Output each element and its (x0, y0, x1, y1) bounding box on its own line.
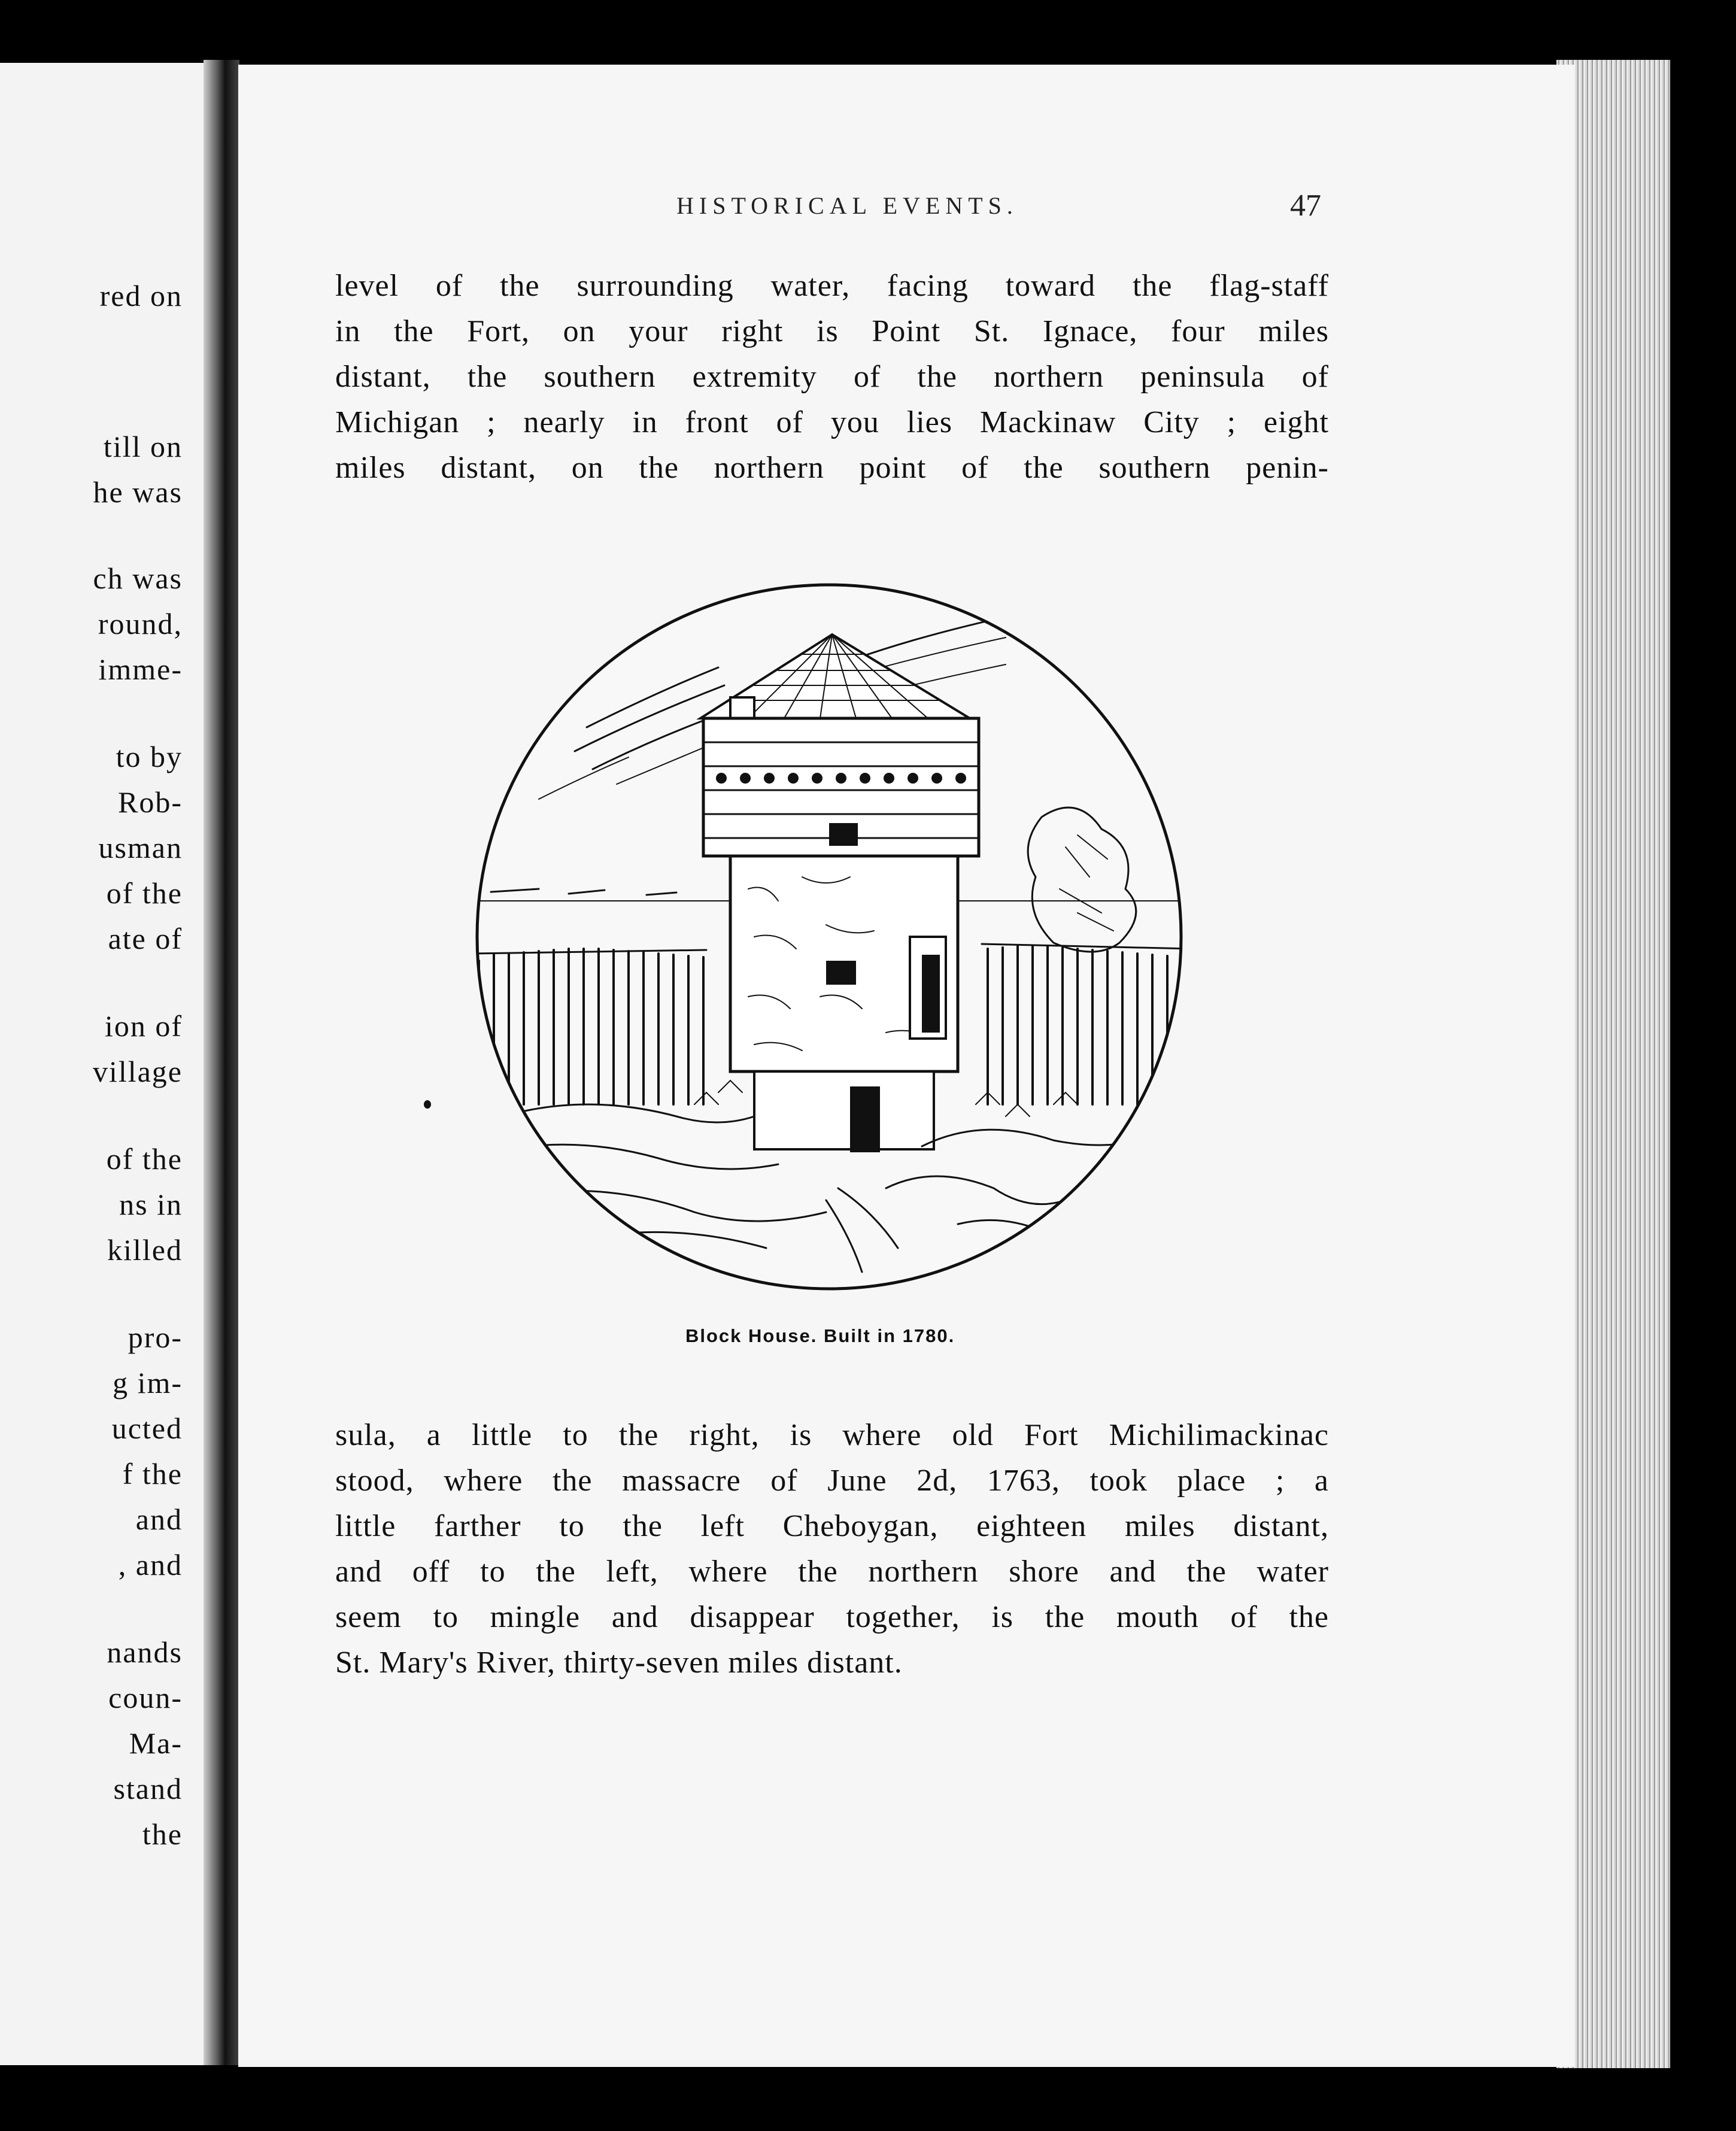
ink-speck (424, 1100, 431, 1109)
left-page-line: till on (103, 430, 183, 463)
left-page-line: nands (107, 1635, 183, 1669)
left-page-line: of the (106, 1142, 183, 1176)
text-line: distant, the southern extremity of the northern peninsula of (335, 360, 1329, 394)
left-page-line: f the (122, 1457, 183, 1491)
left-page-line: round, (98, 607, 183, 640)
paragraph-bottom (335, 1413, 1329, 1686)
left-page-line: he was (93, 475, 183, 509)
text-line: sula, a little to the right, is where old Fort Michilimackinac (335, 1418, 1329, 1452)
left-page-line: pro- (128, 1321, 183, 1354)
left-page-line: stand (113, 1772, 183, 1805)
left-page-line: the (142, 1817, 183, 1851)
previous-page-fragment (0, 63, 213, 2065)
block-house-illustration (467, 578, 1191, 1296)
text-line: little farther to the left Cheboygan, eighteen miles distant, (335, 1509, 1329, 1543)
left-page-line: and (135, 1502, 183, 1536)
left-page-line: red on (99, 279, 183, 312)
left-page-line: coun- (108, 1681, 183, 1714)
page-number: 47 (1290, 189, 1321, 223)
text-line: level of the surrounding water, facing toward the flag-staff (335, 269, 1329, 303)
text-line: and off to the left, where the northern shore and the water (335, 1555, 1329, 1589)
left-page-line: ate of (108, 922, 183, 955)
left-page-line: Rob- (118, 785, 183, 819)
text-line: Michigan ; nearly in front of you lies Mackinaw City ; eight (335, 405, 1329, 439)
left-page-line: , and (118, 1548, 183, 1581)
left-page-line: Ma- (129, 1726, 183, 1760)
left-page-line: ion of (104, 1009, 183, 1043)
left-page-line: to by (116, 740, 183, 773)
left-page-line: ch was (93, 561, 183, 595)
paragraph-top (335, 263, 1329, 491)
text-line: St. Mary's River, thirty-seven miles distant. (335, 1646, 903, 1680)
text-line: stood, where the massacre of June 2d, 1763, took place ; a (335, 1464, 1329, 1498)
illustration-caption: Block House. Built in 1780. (685, 1325, 955, 1346)
book-gutter (204, 60, 239, 2065)
left-page-line: usman (98, 831, 183, 864)
text-line: in the Fort, on your right is Point St. Ignace, four miles (335, 314, 1329, 348)
left-page-line: of the (106, 876, 183, 910)
running-head: HISTORICAL EVENTS. (676, 192, 1018, 219)
left-page-line: village (92, 1055, 183, 1088)
left-page-line: ucted (111, 1411, 183, 1445)
left-page-line: imme- (98, 652, 183, 686)
text-line: miles distant, on the northern point of the southern penin- (335, 451, 1329, 485)
text-line: seem to mingle and disappear together, is the mouth of the (335, 1600, 1329, 1634)
left-page-line: g im- (113, 1366, 183, 1400)
left-page-line: killed (107, 1233, 183, 1267)
left-page-line: ns in (119, 1188, 183, 1221)
